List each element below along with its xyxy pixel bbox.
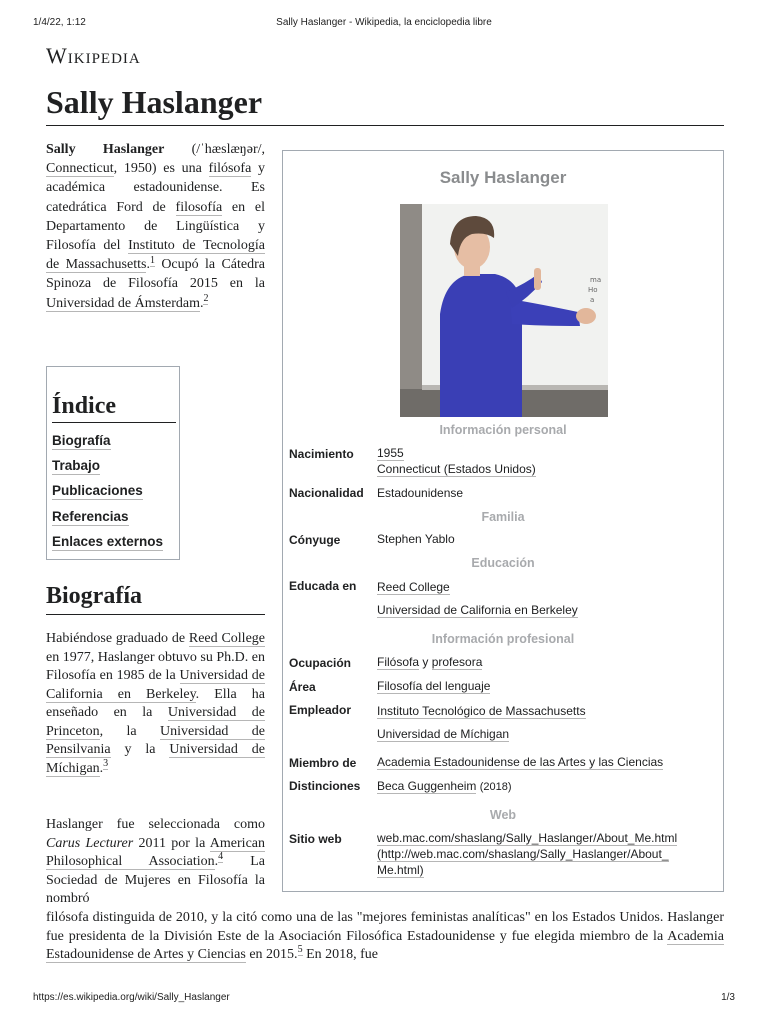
bio-text: filósofa distinguida de 2010, y la citó como una de las "mejores feministas analíticas" en los Estados Unidos. Haslanger fue presidenta de la División Este de la Asociación Filosófica Estadounidense y fue elegida miembro de la <box>46 910 724 944</box>
value-ocupacion <box>377 654 482 670</box>
bio-text: Habiéndose graduado de <box>46 631 189 646</box>
toc-heading: Índice <box>52 392 176 423</box>
bio-text: y la <box>110 742 170 757</box>
link-berkeley[interactable]: Universidad de California en Berkeley <box>46 668 265 702</box>
label-nacimiento: Nacimiento <box>289 447 354 461</box>
toc-item-referencias[interactable]: Referencias <box>52 509 129 524</box>
label-empleador: Empleador <box>289 703 352 717</box>
infobox-section-profesional: Información profesional <box>431 632 575 646</box>
ref-2[interactable]: 2 <box>203 292 209 304</box>
label-distinciones: Distinciones <box>289 779 361 793</box>
value-nacimiento <box>377 445 536 477</box>
ipa-text: (/ˈhæslæŋər/, <box>191 142 265 157</box>
bio-text: , la <box>99 723 160 739</box>
link-mit[interactable]: Instituto de Tecnología de Massachusetts <box>46 238 265 273</box>
link-birthplace[interactable] <box>377 462 536 477</box>
birthplace-country: (Estados Unidos) <box>443 462 536 476</box>
print-header <box>33 17 735 31</box>
label-educada-en: Educada en <box>289 579 357 593</box>
link-aaas[interactable]: Academia Estadounidense de Artes y Ciencias <box>46 928 724 962</box>
toc-item-biografia[interactable]: Biografía <box>52 433 111 448</box>
print-page-title: Sally Haslanger - Wikipedia, la enciclopedia libre <box>276 17 492 28</box>
value-miembro-de <box>377 754 663 770</box>
link-profesora[interactable]: profesora <box>431 655 483 669</box>
ref-3[interactable]: 3 <box>103 757 109 769</box>
link-1955[interactable]: 1955 <box>377 446 404 460</box>
link-uva[interactable]: Universidad de Ámsterdam <box>46 295 200 311</box>
link-guggenheim[interactable]: Beca Guggenheim <box>377 779 477 793</box>
link-berkeley-infobox[interactable]: Universidad de California en Berkeley <box>377 603 578 617</box>
bio-text: 2011 por la <box>133 835 210 851</box>
page-title: Sally Haslanger <box>46 82 724 126</box>
print-page-number: 1/3 <box>721 992 735 1003</box>
label-conyuge: Cónyuge <box>289 533 341 547</box>
link-apa[interactable]: American Philosophical Association <box>46 835 265 869</box>
bio-paragraph-2-full <box>46 909 724 965</box>
label-ocupacion: Ocupación <box>289 656 352 670</box>
label-area: Área <box>289 680 316 694</box>
print-footer <box>33 992 735 1006</box>
print-url: https://es.wikipedia.org/wiki/Sally_Haslanger <box>33 992 230 1003</box>
subject-name: Sally Haslanger <box>46 142 165 157</box>
website-url-line-2[interactable]: (http://web.mac.com/shaslang/Sally_Haslanger/About_ <box>377 847 669 861</box>
link-filosofia[interactable]: filosofía <box>175 199 223 215</box>
link-reed-college-infobox[interactable]: Reed College <box>377 580 450 594</box>
portrait-photo[interactable] <box>400 204 608 417</box>
infobox-section-educacion: Educación <box>471 556 535 570</box>
value-educada-en <box>377 579 578 618</box>
value-empleador <box>377 703 586 742</box>
print-datetime: 1/4/22, 1:12 <box>33 17 86 28</box>
carus-lecturer: Carus Lecturer <box>46 835 134 851</box>
birthplace-city: Connecticut <box>377 462 441 476</box>
link-connecticut[interactable]: Connecticut <box>46 161 114 177</box>
toc-item-trabajo[interactable]: Trabajo <box>52 458 101 473</box>
infobox <box>282 150 724 892</box>
lede-text: Ocupó la Cátedra Spinoza de Filosofía 2015 en la <box>46 257 265 292</box>
bio-text: La Sociedad de Mujeres en Filosofía la nombró <box>46 854 265 906</box>
toc-item-publicaciones[interactable]: Publicaciones <box>52 483 143 498</box>
lede-text: . <box>199 295 204 311</box>
bio-text: Haslanger fue seleccionada como <box>46 817 265 832</box>
value-conyuge: Stephen Yablo <box>377 532 455 546</box>
infobox-section-familia: Familia <box>481 510 525 524</box>
lede-text: en el Departamento de Lingüística y Filosofía del <box>46 199 265 254</box>
lede-text: y académica estadounidense. Es catedrática Ford de <box>46 161 266 215</box>
link-princeton[interactable]: Universidad de Princeton <box>46 705 265 739</box>
link-filosofa[interactable]: filósofa <box>208 161 252 177</box>
ocupacion-separator: y <box>419 655 432 669</box>
bio-text: En 2018, fue <box>302 947 378 962</box>
infobox-title: Sally Haslanger <box>439 168 567 187</box>
label-sitio-web: Sitio web <box>289 832 342 846</box>
bio-text: . <box>214 854 219 869</box>
value-nacionalidad: Estadounidense <box>377 486 464 500</box>
link-reed-college[interactable]: Reed College <box>188 631 265 646</box>
bio-text: . Ella ha enseñado en la <box>46 686 265 720</box>
bio-paragraph-1 <box>46 630 265 778</box>
website-url-line-3[interactable]: Me.html) <box>377 863 424 877</box>
link-filosofia-lenguaje[interactable]: Filosofía del lenguaje <box>377 679 491 693</box>
svg-text:ma: ma <box>590 276 602 284</box>
value-area <box>377 678 490 694</box>
toc-item-enlaces-externos[interactable]: Enlaces externos <box>52 534 164 549</box>
ref-1[interactable]: 1 <box>149 254 155 266</box>
label-nacionalidad: Nacionalidad <box>289 486 364 500</box>
link-pensilvania[interactable]: Universidad de Pensilvania <box>46 723 265 757</box>
link-michigan[interactable]: Universidad de Míchigan <box>46 742 265 776</box>
value-sitio-web <box>377 830 677 878</box>
lede-text: . <box>146 257 150 273</box>
lede-text: , 1950) es una <box>113 161 209 177</box>
table-of-contents <box>46 366 180 560</box>
svg-text:Ho: Ho <box>588 286 598 294</box>
lede-paragraph <box>46 140 265 313</box>
label-miembro-de: Miembro de <box>289 756 357 770</box>
link-filosofa-infobox[interactable]: Filósofa <box>377 655 420 669</box>
portrait-photo-image <box>400 204 608 417</box>
bio-paragraph-2-column <box>46 816 265 909</box>
bio-text: . <box>99 760 104 776</box>
link-website[interactable]: web.mac.com/shaslang/Sally_Haslanger/About_Me.html <box>377 831 678 845</box>
infobox-section-personal: Información personal <box>439 423 567 437</box>
wikipedia-wordmark[interactable]: Wikipedia <box>46 43 141 68</box>
section-heading-biografia: Biografía <box>46 582 265 615</box>
ref-4[interactable]: 4 <box>218 851 224 863</box>
value-distinciones <box>377 778 512 795</box>
svg-text:a: a <box>590 296 595 304</box>
link-mit-infobox[interactable]: Instituto Tecnológico de Massachusetts <box>377 704 586 718</box>
link-michigan-infobox[interactable]: Universidad de Míchigan <box>377 727 510 741</box>
link-academia-infobox[interactable]: Academia Estadounidense de las Artes y las Ciencias <box>377 755 664 769</box>
ref-5[interactable]: 5 <box>297 944 303 956</box>
bio-text: en 1977, Haslanger obtuvo su Ph.D. en Filosofía en 1985 de la <box>46 649 265 683</box>
bio-text: en 2015. <box>245 947 298 962</box>
distinciones-year: (2018) <box>479 781 512 793</box>
infobox-section-web: Web <box>489 808 517 822</box>
